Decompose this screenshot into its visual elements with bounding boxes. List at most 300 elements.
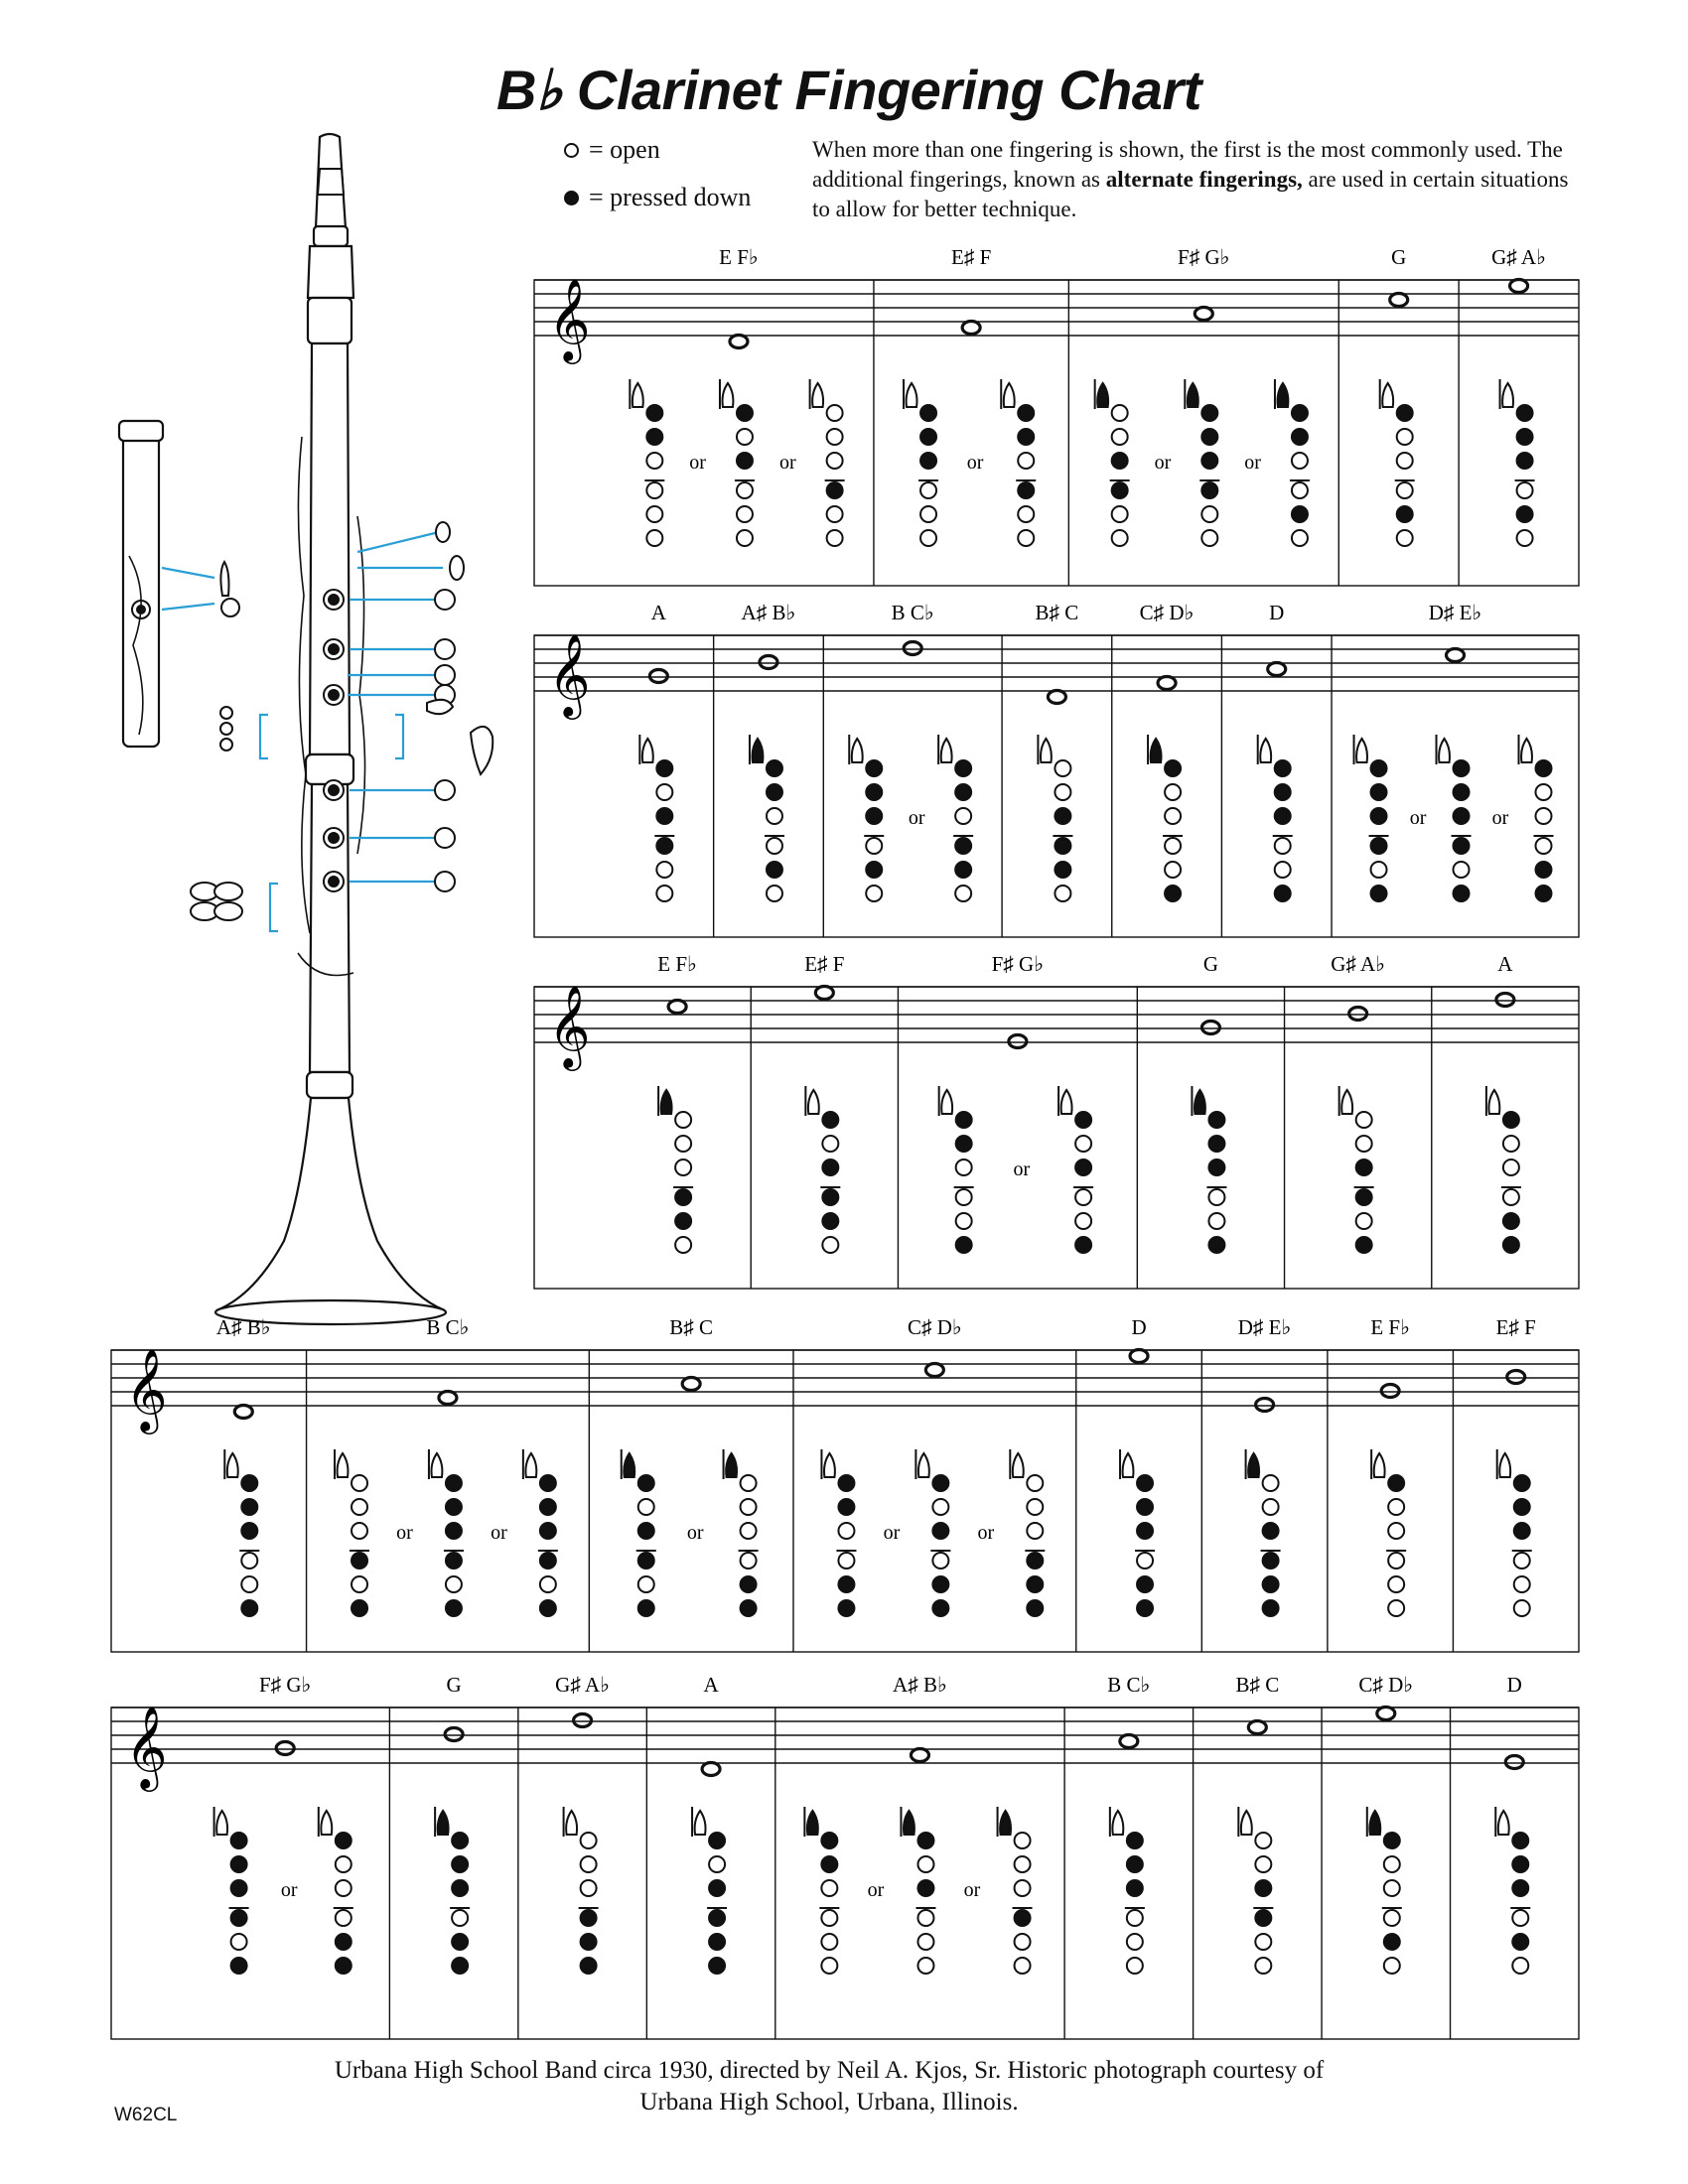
- thumb-hole-icon: [642, 739, 653, 762]
- legend-open-label: = open: [589, 135, 660, 164]
- whole-note-icon: [925, 1364, 943, 1377]
- closed-hole-icon: [1137, 1499, 1153, 1515]
- open-hole-icon: [1514, 1600, 1530, 1616]
- thumb-hole-icon: [1369, 1811, 1380, 1835]
- closed-hole-icon: [1454, 760, 1470, 776]
- open-hole-icon: [352, 1475, 367, 1491]
- open-hole-icon: [1165, 838, 1181, 854]
- closed-hole-icon: [917, 1833, 933, 1848]
- open-hole-icon: [1263, 1475, 1279, 1491]
- open-hole-icon: [827, 405, 843, 421]
- open-hole-icon: [1127, 1958, 1143, 1974]
- register-key-bar: [1037, 735, 1039, 764]
- fingering-diagram: [629, 379, 664, 546]
- note-name-label: A♯ B♭: [893, 1673, 947, 1697]
- closed-hole-icon: [1027, 1553, 1043, 1569]
- open-hole-icon: [1015, 1856, 1031, 1872]
- open-hole-icon: [1127, 1934, 1143, 1950]
- closed-hole-icon: [1536, 886, 1552, 901]
- register-key-bar: [691, 1807, 693, 1837]
- thumb-hole-icon: [1374, 1453, 1385, 1477]
- note-name-label: C♯ D♭: [1358, 1673, 1414, 1697]
- open-hole-icon: [767, 808, 782, 824]
- open-hole-icon: [1514, 1576, 1530, 1592]
- open-hole-icon: [1503, 1160, 1519, 1175]
- thumb-hole-icon: [1241, 1811, 1252, 1835]
- open-hole-icon: [446, 1576, 462, 1592]
- open-hole-icon: [1517, 530, 1533, 546]
- or-label: or: [883, 1522, 901, 1544]
- open-hole-icon: [1384, 1880, 1400, 1896]
- closed-hole-icon: [1371, 784, 1387, 800]
- whole-note-icon: [911, 1749, 928, 1762]
- open-hole-icon: [1027, 1523, 1043, 1539]
- fingering-diagram: [1485, 1086, 1521, 1253]
- open-hole-icon: [1015, 1934, 1031, 1950]
- open-hole-icon: [866, 838, 882, 854]
- closed-hole-icon: [737, 405, 753, 421]
- open-hole-icon: [737, 429, 753, 445]
- open-hole-icon: [1388, 1499, 1404, 1515]
- register-key-bar: [1338, 1086, 1340, 1116]
- open-hole-icon: [1388, 1523, 1404, 1539]
- note-name-label: E F♭: [657, 952, 697, 976]
- thumb-hole-icon: [1097, 383, 1108, 407]
- note-name-label: E♯ F: [804, 952, 845, 976]
- thumb-hole-icon: [1356, 739, 1367, 762]
- closed-hole-icon: [1275, 808, 1291, 824]
- closed-hole-icon: [1127, 1880, 1143, 1896]
- fingering-diagram: [1518, 735, 1554, 901]
- closed-hole-icon: [336, 1833, 352, 1848]
- chart-row-2: [534, 601, 1579, 943]
- photo-caption: Urbana High School Band circa 1930, directed by Neil A. Kjos, Sr. Historic photograph courtesy of Urbana High School, Urbana, Illinois.: [334, 2057, 1325, 2116]
- note-name-label: A: [703, 1673, 719, 1697]
- closed-hole-icon: [1055, 838, 1070, 854]
- open-hole-icon: [1127, 1910, 1143, 1926]
- closed-hole-icon: [741, 1576, 757, 1592]
- open-hole-icon: [241, 1553, 257, 1569]
- closed-hole-icon: [581, 1934, 597, 1950]
- thumb-hole-icon: [216, 1811, 227, 1835]
- note-name-label: G♯ A♭: [1331, 952, 1386, 976]
- closed-hole-icon: [827, 482, 843, 498]
- note-name-label: D: [1506, 1673, 1522, 1697]
- closed-hole-icon: [1201, 453, 1217, 469]
- closed-hole-icon: [1275, 784, 1291, 800]
- closed-hole-icon: [1208, 1237, 1224, 1253]
- closed-hole-icon: [1454, 886, 1470, 901]
- note-name-label: A♯ B♭: [741, 601, 796, 624]
- open-hole-icon: [955, 886, 971, 901]
- open-hole-icon: [540, 1576, 556, 1592]
- fingering-diagram: [1370, 1449, 1406, 1616]
- thumb-hole-icon: [1341, 1090, 1352, 1114]
- whole-note-icon: [445, 1728, 463, 1741]
- or-label: or: [1409, 807, 1427, 829]
- open-hole-icon: [646, 506, 662, 522]
- open-hole-icon: [675, 1160, 691, 1175]
- open-hole-icon: [827, 530, 843, 546]
- thumb-hole-icon: [1112, 1811, 1123, 1835]
- thumb-hole-icon: [1498, 1811, 1509, 1835]
- or-label: or: [280, 1879, 298, 1901]
- register-key-bar: [1370, 1449, 1372, 1479]
- thumb-hole-icon: [907, 383, 917, 407]
- whole-note-icon: [1377, 1707, 1395, 1720]
- open-hole-icon: [917, 1934, 933, 1950]
- open-hole-icon: [1165, 862, 1181, 878]
- closed-hole-icon: [1536, 862, 1552, 878]
- register-key-bar: [723, 1449, 725, 1479]
- open-hole-icon: [917, 1856, 933, 1872]
- closed-hole-icon: [336, 1958, 352, 1974]
- fingering-diagram: [1436, 735, 1472, 901]
- closed-hole-icon: [1512, 1880, 1528, 1896]
- fingering-diagram: [848, 735, 884, 901]
- closed-hole-icon: [1356, 1160, 1372, 1175]
- open-hole-icon: [646, 530, 662, 546]
- whole-note-icon: [682, 1378, 700, 1391]
- closed-hole-icon: [336, 1934, 352, 1950]
- whole-note-icon: [1120, 1735, 1138, 1748]
- closed-hole-icon: [838, 1600, 854, 1616]
- open-hole-icon: [1397, 482, 1413, 498]
- note-name-label: E F♭: [719, 245, 759, 269]
- register-key-bar: [719, 379, 721, 409]
- fingering-diagram: [1147, 735, 1183, 901]
- open-hole-icon: [1503, 1136, 1519, 1152]
- closed-hole-icon: [446, 1523, 462, 1539]
- whole-note-icon: [1505, 1756, 1523, 1769]
- thumb-hole-icon: [1013, 1453, 1024, 1477]
- closed-hole-icon: [231, 1856, 247, 1872]
- open-hole-icon: [1112, 429, 1128, 445]
- closed-hole-icon: [452, 1880, 468, 1896]
- register-key-bar: [434, 1807, 436, 1837]
- closed-hole-icon: [1371, 838, 1387, 854]
- closed-hole-icon: [1503, 1213, 1519, 1229]
- closed-hole-icon: [767, 760, 782, 776]
- note-name-label: D: [1269, 601, 1285, 624]
- open-hole-icon: [1397, 453, 1413, 469]
- fingering-diagram: [1237, 1807, 1273, 1974]
- register-key-bar: [1496, 1449, 1498, 1479]
- open-hole-icon: [1397, 429, 1413, 445]
- whole-note-icon: [1381, 1385, 1399, 1398]
- open-hole-icon: [767, 886, 782, 901]
- register-key-bar: [1009, 1449, 1011, 1479]
- open-hole-icon: [1075, 1136, 1091, 1152]
- closed-hole-icon: [709, 1833, 725, 1848]
- open-hole-icon: [581, 1880, 597, 1896]
- thumb-hole-icon: [695, 1811, 706, 1835]
- closed-hole-icon: [1503, 1237, 1519, 1253]
- open-hole-icon: [1356, 1112, 1372, 1128]
- whole-note-icon: [668, 1001, 686, 1014]
- register-key-bar: [1485, 1086, 1487, 1116]
- chart-row-5: [111, 1673, 1579, 2045]
- thumb-hole-icon: [1188, 383, 1198, 407]
- fingering-diagram: [213, 1807, 249, 1974]
- note-name-label: G: [446, 1673, 462, 1697]
- open-hole-icon: [956, 1160, 972, 1175]
- thumb-hole-icon: [431, 1453, 442, 1477]
- open-hole-icon: [452, 1910, 468, 1926]
- closed-hole-icon: [1137, 1600, 1153, 1616]
- closed-hole-icon: [1112, 482, 1128, 498]
- or-label: or: [1244, 452, 1261, 474]
- thumb-hole-icon: [824, 1453, 835, 1477]
- fingering-diagram: [563, 1807, 599, 1974]
- note-name-label: D♯ E♭: [1237, 1315, 1292, 1339]
- register-key-bar: [938, 1086, 940, 1116]
- whole-note-icon: [1248, 1721, 1266, 1734]
- register-key-bar: [657, 1086, 659, 1116]
- closed-hole-icon: [866, 808, 882, 824]
- open-hole-icon: [1112, 405, 1128, 421]
- open-hole-icon: [917, 1910, 933, 1926]
- closed-hole-icon: [920, 453, 936, 469]
- closed-hole-icon: [1397, 405, 1413, 421]
- register-key-bar: [848, 735, 850, 764]
- fingering-diagram: [937, 735, 973, 901]
- open-hole-icon: [955, 808, 971, 824]
- open-hole-icon: [352, 1523, 367, 1539]
- open-hole-icon: [741, 1499, 757, 1515]
- open-hole-icon: [821, 1910, 837, 1926]
- register-key-bar: [318, 1807, 320, 1837]
- register-key-bar: [629, 379, 631, 409]
- closed-hole-icon: [540, 1475, 556, 1491]
- whole-note-icon: [649, 670, 667, 683]
- thumb-hole-icon: [321, 1811, 332, 1835]
- fingering-diagram: [1109, 1807, 1145, 1974]
- open-hole-icon: [822, 1237, 838, 1253]
- closed-hole-icon: [638, 1553, 654, 1569]
- thumb-hole-icon: [1151, 739, 1162, 762]
- open-hole-icon: [656, 886, 672, 901]
- closed-hole-icon: [1137, 1475, 1153, 1491]
- open-hole-icon: [1165, 808, 1181, 824]
- open-hole-icon: [1055, 886, 1070, 901]
- open-hole-icon: [1536, 784, 1552, 800]
- whole-note-icon: [234, 1406, 252, 1419]
- fingering-diagram: [434, 1807, 470, 1974]
- closed-hole-icon: [1208, 1160, 1224, 1175]
- closed-hole-icon: [1371, 808, 1387, 824]
- fingering-diagram: [809, 379, 845, 546]
- closed-hole-icon: [955, 784, 971, 800]
- note-name-label: B C♭: [891, 601, 934, 624]
- open-hole-icon: [1255, 1958, 1271, 1974]
- closed-hole-icon: [1075, 1237, 1091, 1253]
- open-hole-icon: [821, 1880, 837, 1896]
- thumb-hole-icon: [941, 1090, 952, 1114]
- fingering-diagram: [1037, 735, 1072, 901]
- closed-hole-icon: [920, 429, 936, 445]
- closed-hole-icon: [352, 1600, 367, 1616]
- open-hole-icon: [1536, 808, 1552, 824]
- thumb-hole-icon: [1278, 383, 1289, 407]
- closed-hole-icon: [1512, 1856, 1528, 1872]
- fingering-diagram: [691, 1807, 727, 1974]
- open-hole-icon: [1388, 1553, 1404, 1569]
- page-title: B♭ Clarinet Fingering Chart: [496, 59, 1201, 121]
- closed-hole-icon: [581, 1958, 597, 1974]
- closed-hole-icon: [540, 1553, 556, 1569]
- open-hole-icon: [821, 1958, 837, 1974]
- closed-hole-icon: [1517, 453, 1533, 469]
- whole-note-icon: [1048, 691, 1065, 704]
- whole-note-icon: [702, 1763, 720, 1776]
- open-hole-icon: [1015, 1880, 1031, 1896]
- open-hole-icon: [1292, 453, 1308, 469]
- closed-hole-icon: [540, 1523, 556, 1539]
- register-key-bar: [1109, 1807, 1111, 1837]
- open-hole-icon: [1517, 482, 1533, 498]
- closed-hole-icon: [709, 1958, 725, 1974]
- closed-hole-icon: [241, 1523, 257, 1539]
- note-name-label: G: [1391, 245, 1407, 269]
- register-key-bar: [903, 379, 905, 409]
- whole-note-icon: [1507, 1371, 1525, 1384]
- register-key-bar: [1119, 1449, 1121, 1479]
- thumb-hole-icon: [438, 1811, 449, 1835]
- whole-note-icon: [1496, 994, 1514, 1007]
- open-hole-icon: [581, 1856, 597, 1872]
- register-key-bar: [1237, 1807, 1239, 1837]
- row-frame: [111, 1707, 1579, 2039]
- register-key-bar: [1366, 1807, 1368, 1837]
- closed-hole-icon: [1208, 1136, 1224, 1152]
- thumb-hole-icon: [726, 1453, 737, 1477]
- fingering-diagram: [723, 1449, 759, 1616]
- closed-hole-icon: [446, 1553, 462, 1569]
- fingering-diagram: [638, 735, 674, 901]
- fingering-row-4: [111, 1315, 1579, 1658]
- open-hole-icon: [1137, 1553, 1153, 1569]
- open-hole-icon: [1397, 530, 1413, 546]
- closed-hole-icon: [838, 1499, 854, 1515]
- clarinet-icon: [99, 129, 496, 1360]
- closed-hole-icon: [241, 1499, 257, 1515]
- register-key-bar: [1057, 1086, 1059, 1116]
- closed-hole-icon: [352, 1553, 367, 1569]
- open-hole-icon: [564, 143, 579, 158]
- thumb-hole-icon: [753, 739, 764, 762]
- thumb-hole-icon: [812, 383, 823, 407]
- note-name-label: B C♭: [1107, 1673, 1151, 1697]
- closed-hole-icon: [646, 429, 662, 445]
- closed-hole-icon: [1027, 1600, 1043, 1616]
- closed-hole-icon: [1075, 1160, 1091, 1175]
- thumb-hole-icon: [633, 383, 643, 407]
- register-key-bar: [213, 1807, 215, 1837]
- closed-hole-icon: [1512, 1833, 1528, 1848]
- open-hole-icon: [821, 1934, 837, 1950]
- register-key-bar: [997, 1807, 999, 1837]
- note-name-label: F♯ G♭: [991, 952, 1045, 976]
- closed-hole-icon: [866, 760, 882, 776]
- closed-hole-icon: [709, 1910, 725, 1926]
- thumb-hole-icon: [624, 1453, 634, 1477]
- open-hole-icon: [1275, 862, 1291, 878]
- fingering-diagram: [1257, 735, 1293, 901]
- open-hole-icon: [675, 1136, 691, 1152]
- closed-hole-icon: [822, 1189, 838, 1205]
- closed-hole-icon: [1165, 886, 1181, 901]
- closed-hole-icon: [581, 1910, 597, 1926]
- register-key-bar: [1257, 735, 1259, 764]
- register-key-bar: [1184, 379, 1186, 409]
- or-label: or: [689, 452, 706, 474]
- open-hole-icon: [932, 1553, 948, 1569]
- fingering-diagram: [657, 1086, 693, 1253]
- open-hole-icon: [336, 1856, 352, 1872]
- register-key-bar: [1379, 379, 1381, 409]
- closed-hole-icon: [741, 1600, 757, 1616]
- note-name-label: B♯ C: [1035, 601, 1079, 624]
- fingering-diagram: [334, 1449, 369, 1616]
- thumb-hole-icon: [1248, 1453, 1259, 1477]
- open-hole-icon: [646, 482, 662, 498]
- fingering-diagram: [997, 1807, 1033, 1974]
- open-hole-icon: [656, 862, 672, 878]
- open-hole-icon: [1454, 862, 1470, 878]
- closed-hole-icon: [231, 1958, 247, 1974]
- open-hole-icon: [1263, 1499, 1279, 1515]
- closed-hole-icon: [452, 1833, 468, 1848]
- closed-hole-icon: [955, 838, 971, 854]
- open-hole-icon: [1255, 1833, 1271, 1848]
- thumb-hole-icon: [525, 1453, 536, 1477]
- or-label: or: [1154, 452, 1172, 474]
- register-key-bar: [809, 379, 811, 409]
- open-hole-icon: [741, 1523, 757, 1539]
- closed-hole-icon: [932, 1475, 948, 1491]
- thumb-hole-icon: [723, 383, 734, 407]
- register-key-bar: [1000, 379, 1002, 409]
- register-key-bar: [522, 1449, 524, 1479]
- chart-row-1: [534, 245, 1579, 592]
- open-hole-icon: [656, 784, 672, 800]
- note-name-label: D: [1131, 1315, 1147, 1339]
- register-key-bar: [900, 1807, 902, 1837]
- closed-hole-icon: [1514, 1475, 1530, 1491]
- fingering-row-2: [534, 601, 1579, 943]
- closed-hole-icon: [1127, 1856, 1143, 1872]
- whole-note-icon: [1510, 280, 1528, 293]
- register-key-bar: [914, 1449, 916, 1479]
- open-hole-icon: [1371, 862, 1387, 878]
- closed-hole-icon: [932, 1523, 948, 1539]
- register-key-bar: [820, 1449, 822, 1479]
- closed-hole-icon: [955, 760, 971, 776]
- closed-hole-icon: [821, 1856, 837, 1872]
- closed-hole-icon: [1356, 1189, 1372, 1205]
- fingering-diagram: [820, 1449, 856, 1616]
- fingering-diagram: [719, 379, 755, 546]
- open-hole-icon: [1208, 1213, 1224, 1229]
- closed-hole-icon: [821, 1833, 837, 1848]
- fingering-diagram: [1245, 1449, 1281, 1616]
- thumb-hole-icon: [1260, 739, 1271, 762]
- whole-note-icon: [1158, 677, 1176, 690]
- open-hole-icon: [1015, 1958, 1031, 1974]
- closed-hole-icon: [866, 784, 882, 800]
- closed-hole-icon: [1517, 429, 1533, 445]
